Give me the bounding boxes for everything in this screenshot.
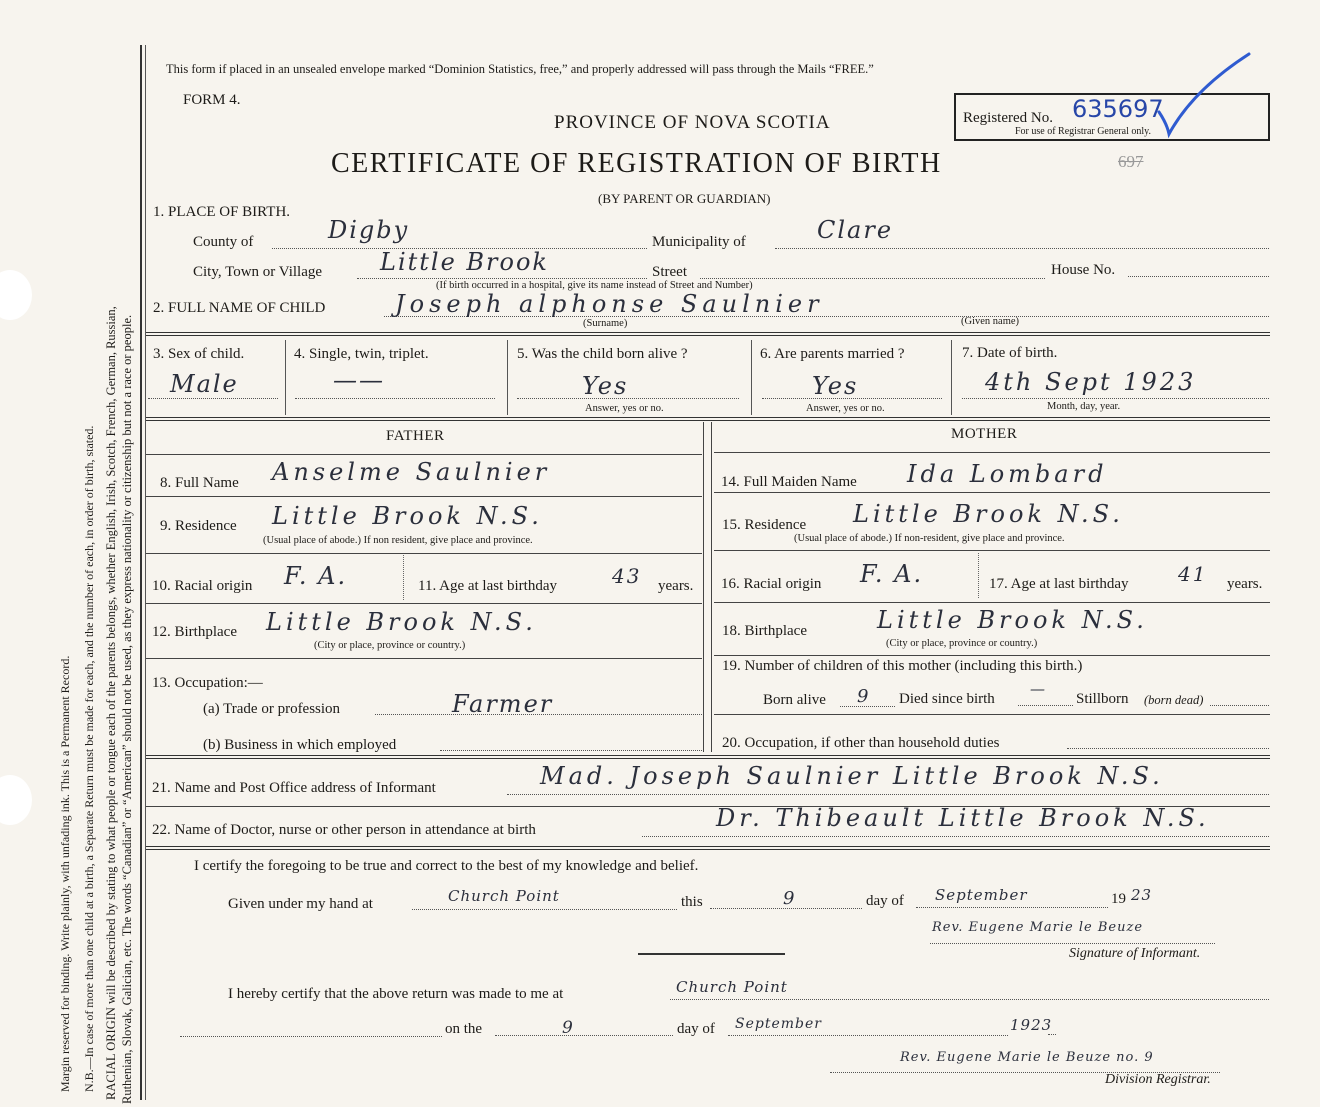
father-birthplace-note: (City or place, province or country.) — [314, 640, 466, 651]
margin-rule-inner — [145, 45, 146, 1100]
form-number: FORM 4. — [183, 92, 241, 108]
parents-married-note: Answer, yes or no. — [806, 403, 885, 414]
father-racial-label: 10. Racial origin — [152, 578, 253, 594]
informant-value: Mad. Joseph Saulnier Little Brook N.S. — [540, 762, 1164, 790]
place-of-birth-label: 1. PLACE OF BIRTH. — [153, 204, 291, 220]
parents-married-label: 6. Are parents married ? — [760, 346, 905, 362]
division-registrar-label: Division Registrar. — [1105, 1072, 1211, 1087]
registrar-signature: Rev. Eugene Marie le Beuze no. 9 — [900, 1050, 1154, 1065]
rule-after-doctor — [146, 846, 1270, 850]
certificate-title: CERTIFICATE OF REGISTRATION OF BIRTH — [331, 148, 942, 179]
mother-age-value: 41 — [1178, 562, 1208, 586]
margin-note-binding: Margin reserved for binding. Write plainly, with unfading ink. This is a Permanent Record. — [58, 655, 72, 1092]
father-name-value: Anselme Saulnier — [272, 458, 551, 486]
registrar-note: For use of Registrar General only. — [1015, 126, 1151, 137]
stillborn-note: (born dead) — [1144, 693, 1204, 707]
trade-label: (a) Trade or profession — [203, 701, 341, 717]
informant-signature: Rev. Eugene Marie le Beuze — [932, 920, 1144, 935]
father-abode-note: (Usual place of abode.) If non resident, give place and province. — [263, 535, 533, 546]
father-age-value: 43 — [612, 564, 642, 588]
mother-occupation-label: 20. Occupation, if other than household duties — [722, 735, 1000, 751]
mother-birthplace-label: 18. Birthplace — [722, 623, 807, 639]
mother-years-label: years. — [1227, 576, 1263, 592]
mother-birthplace-value: Little Brook N.S. — [877, 606, 1148, 634]
certify-month-value: September — [935, 886, 1028, 904]
sex-value: Male — [170, 370, 239, 398]
this-label: this — [681, 894, 703, 910]
single-twin-label: 4. Single, twin, triplet. — [294, 346, 429, 362]
certify-day-value: 9 — [783, 888, 796, 909]
rule-after-parents — [146, 755, 1270, 759]
born-alive-note: Answer, yes or no. — [585, 403, 664, 414]
business-label: (b) Business in which employed — [203, 737, 397, 753]
given-under-hand-label: Given under my hand at — [228, 896, 373, 912]
house-label: House No. — [1051, 262, 1116, 278]
single-twin-value: —— — [333, 366, 385, 394]
parent-column-divider — [703, 422, 704, 752]
registrar-place-value: Church Point — [676, 978, 788, 996]
registered-number: 635697 — [1072, 95, 1164, 123]
punch-hole-top — [0, 270, 32, 320]
born-alive-label: 5. Was the child born alive ? — [517, 346, 688, 362]
father-racial-value: F. A. — [284, 562, 348, 590]
day-of-label: day of — [866, 893, 904, 909]
mother-residence-label: 15. Residence — [722, 517, 807, 533]
county-label: County of — [193, 234, 254, 250]
sex-label: 3. Sex of child. — [153, 346, 245, 362]
trade-value: Farmer — [452, 690, 554, 718]
father-years-label: years. — [658, 578, 694, 594]
province-heading: PROVINCE OF NOVA SCOTIA — [554, 112, 831, 133]
father-residence-label: 9. Residence — [160, 518, 237, 534]
mother-age-label: 17. Age at last birthday — [989, 576, 1129, 592]
separator-rule — [638, 953, 785, 955]
father-birthplace-value: Little Brook N.S. — [266, 608, 537, 636]
city-value: Little Brook — [380, 248, 549, 276]
father-name-label: 8. Full Name — [160, 475, 239, 491]
check-mark-icon — [1145, 50, 1255, 140]
mother-name-value: Ida Lombard — [907, 460, 1108, 488]
father-occupation-label: 13. Occupation:— — [152, 675, 263, 691]
died-since-birth-value: — — [1030, 680, 1046, 698]
born-alive-count-value: 9 — [857, 686, 870, 707]
on-the-label: on the — [445, 1021, 483, 1037]
margin-note-nb: N.B.—In case of more than one child at a birth, a Separate Return must be made for each, and the number of each, in order of birth, stated. — [82, 425, 96, 1092]
mother-heading: MOTHER — [951, 426, 1018, 442]
registrar-year-value: 1923 — [1010, 1016, 1053, 1034]
given-place-value: Church Point — [448, 887, 560, 905]
born-alive-count-label: Born alive — [763, 692, 826, 708]
street-label: Street — [652, 264, 687, 280]
municipality-label: Municipality of — [652, 234, 746, 250]
signature-informant-label: Signature of Informant. — [1069, 946, 1201, 961]
informant-label: 21. Name and Post Office address of Informant — [152, 780, 436, 796]
margin-note-racial-cont: Ruthenian, Slovak, Galician, etc. The words “Canadian” or “American” should not be used, as they express nationality or citizenship but not a race or people. — [120, 314, 134, 1104]
registrar-day-value: 9 — [562, 1018, 574, 1038]
mother-abode-note: (Usual place of abode.) If non-resident, give place and province. — [794, 533, 1065, 544]
died-since-birth-label: Died since birth — [899, 691, 995, 707]
margin-rule — [140, 45, 142, 1100]
registrar-month-value: September — [735, 1016, 822, 1032]
registrar-certify-text: I hereby certify that the above return was made to me at — [228, 986, 564, 1002]
struck-number: 697 — [1118, 152, 1144, 171]
date-of-birth-note: Month, day, year. — [1047, 401, 1121, 412]
given-name-note: (Given name) — [961, 316, 1020, 327]
certificate-subtitle: (BY PARENT OR GUARDIAN) — [598, 191, 771, 206]
doctor-value: Dr. Thibeault Little Brook N.S. — [716, 804, 1210, 832]
registered-label: Registered No. — [963, 110, 1053, 126]
child-name-value: Joseph alphonse Saulnier — [395, 290, 824, 318]
rule-after-name — [146, 332, 1270, 336]
children-count-label: 19. Number of children of this mother (including this birth.) — [722, 658, 1083, 674]
father-residence-value: Little Brook N.S. — [272, 502, 543, 530]
mother-residence-value: Little Brook N.S. — [853, 500, 1124, 528]
born-alive-value: Yes — [582, 372, 629, 400]
parents-married-value: Yes — [812, 372, 859, 400]
certify-year-value: 23 — [1131, 886, 1153, 904]
certify-year-prefix: 19 — [1111, 891, 1126, 907]
mother-name-label: 14. Full Maiden Name — [721, 474, 857, 490]
child-name-label: 2. FULL NAME OF CHILD — [153, 300, 326, 316]
rule-after-row3 — [146, 417, 1270, 421]
date-of-birth-value: 4th Sept 1923 — [985, 368, 1197, 396]
punch-hole-bottom — [0, 775, 32, 825]
margin-note-racial: RACIAL ORIGIN will be described by stating to what people or tongue each of the parents belongs, whether English, Irish, Scotch, French, German, Russian, — [104, 306, 118, 1100]
mother-racial-value: F. A. — [860, 560, 924, 588]
doctor-label: 22. Name of Doctor, nurse or other person in attendance at birth — [152, 822, 536, 838]
mail-note: This form if placed in an unsealed envelope marked “Dominion Statistics, free,” and properly addressed will pass through the Mails “FREE.” — [166, 62, 874, 76]
surname-note: (Surname) — [583, 318, 628, 329]
municipality-value: Clare — [817, 216, 894, 244]
certify-text: I certify the foregoing to be true and correct to the best of my knowledge and belief. — [194, 858, 699, 874]
city-label: City, Town or Village — [193, 264, 323, 280]
date-of-birth-label: 7. Date of birth. — [962, 345, 1058, 361]
father-heading: FATHER — [386, 428, 445, 444]
registrar-day-of-label: day of — [677, 1021, 715, 1037]
county-value: Digby — [328, 216, 410, 244]
father-age-label: 11. Age at last birthday — [418, 578, 557, 594]
mother-birthplace-note: (City or place, province or country.) — [886, 638, 1038, 649]
hospital-note: (If birth occurred in a hospital, give its name instead of Street and Number) — [436, 280, 753, 291]
stillborn-label: Stillborn — [1076, 691, 1129, 707]
father-birthplace-label: 12. Birthplace — [152, 624, 237, 640]
mother-racial-label: 16. Racial origin — [721, 576, 822, 592]
